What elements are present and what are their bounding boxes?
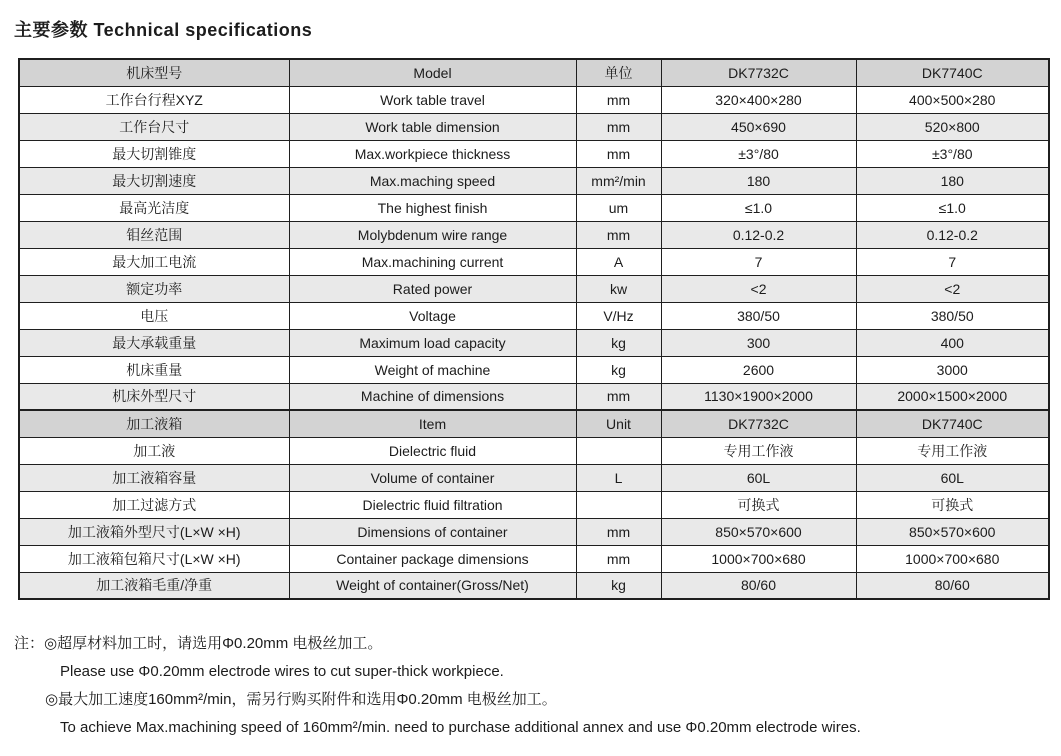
- value-dk7732c-cell: 可换式: [661, 491, 856, 518]
- value-dk7732c-cell: 1000×700×680: [661, 545, 856, 572]
- param-name-en-cell: Voltage: [289, 302, 576, 329]
- table-row: [19, 572, 1049, 599]
- value-dk7732c-cell: 450×690: [661, 113, 856, 140]
- param-name-cn-cell: 机床外型尺寸: [19, 383, 289, 410]
- param-name-cn-cell: 额定功率: [19, 275, 289, 302]
- param-name-en-cell: Rated power: [289, 275, 576, 302]
- unit-cell: mm: [576, 140, 661, 167]
- value-dk7732c-cell: 专用工作液: [661, 437, 856, 464]
- param-name-cn-cell: 加工液箱毛重/净重: [19, 572, 289, 599]
- unit-cell: mm: [576, 518, 661, 545]
- table-row: [19, 329, 1049, 356]
- table-row: [19, 221, 1049, 248]
- unit-cell: mm: [576, 221, 661, 248]
- value-dk7740c-cell: 520×800: [856, 113, 1049, 140]
- footnote-line: 注：◎超厚材料加工时，请选用Φ0.20mm 电极丝加工。: [14, 635, 383, 652]
- unit-cell: [576, 491, 661, 518]
- table-header-row-container: [19, 410, 1049, 437]
- value-dk7740c-cell: 80/60: [856, 572, 1049, 599]
- param-name-cn-cell: 最大加工电流: [19, 248, 289, 275]
- unit-cell: 单位: [576, 59, 661, 86]
- param-name-cn-cell: 最大承载重量: [19, 329, 289, 356]
- param-name-en-cell: Model: [289, 59, 576, 86]
- value-dk7732c-cell: <2: [661, 275, 856, 302]
- unit-cell: mm: [576, 86, 661, 113]
- param-name-en-cell: Dielectric fluid: [289, 437, 576, 464]
- value-dk7732c-cell: 380/50: [661, 302, 856, 329]
- unit-cell: L: [576, 464, 661, 491]
- value-dk7732c-cell: 2600: [661, 356, 856, 383]
- value-dk7732c-cell: DK7732C: [661, 410, 856, 437]
- unit-cell: Unit: [576, 410, 661, 437]
- spec-table: [18, 58, 1050, 600]
- value-dk7732c-cell: 7: [661, 248, 856, 275]
- param-name-cn-cell: 电压: [19, 302, 289, 329]
- value-dk7732c-cell: 300: [661, 329, 856, 356]
- table-row: [19, 167, 1049, 194]
- table-row: [19, 86, 1049, 113]
- value-dk7740c-cell: 400: [856, 329, 1049, 356]
- footnote-line: Please use Φ0.20mm electrode wires to cut super-thick workpiece.: [60, 663, 504, 680]
- value-dk7740c-cell: <2: [856, 275, 1049, 302]
- unit-cell: mm: [576, 113, 661, 140]
- param-name-cn-cell: 最高光洁度: [19, 194, 289, 221]
- value-dk7732c-cell: 80/60: [661, 572, 856, 599]
- table-row: [19, 437, 1049, 464]
- param-name-en-cell: Weight of container(Gross/Net): [289, 572, 576, 599]
- footnotes: [14, 630, 861, 742]
- value-dk7740c-cell: 2000×1500×2000: [856, 383, 1049, 410]
- param-name-en-cell: Container package dimensions: [289, 545, 576, 572]
- value-dk7740c-cell: DK7740C: [856, 59, 1049, 86]
- value-dk7740c-cell: 850×570×600: [856, 518, 1049, 545]
- param-name-en-cell: Molybdenum wire range: [289, 221, 576, 248]
- spec-table-body: [19, 59, 1049, 599]
- unit-cell: kw: [576, 275, 661, 302]
- param-name-en-cell: Dielectric fluid filtration: [289, 491, 576, 518]
- param-name-en-cell: Weight of machine: [289, 356, 576, 383]
- page-title: 主要参数 Technical specifications: [14, 20, 313, 40]
- value-dk7732c-cell: ≤1.0: [661, 194, 856, 221]
- unit-cell: kg: [576, 329, 661, 356]
- value-dk7732c-cell: 850×570×600: [661, 518, 856, 545]
- param-name-cn-cell: 加工液箱外型尺寸(L×W ×H): [19, 518, 289, 545]
- value-dk7732c-cell: 320×400×280: [661, 86, 856, 113]
- table-row: [19, 140, 1049, 167]
- param-name-en-cell: Maximum load capacity: [289, 329, 576, 356]
- param-name-cn-cell: 加工液箱: [19, 410, 289, 437]
- value-dk7740c-cell: DK7740C: [856, 410, 1049, 437]
- value-dk7732c-cell: 1130×1900×2000: [661, 383, 856, 410]
- value-dk7740c-cell: 380/50: [856, 302, 1049, 329]
- footnote-line: ◎最大加工速度160mm²/min，需另行购买附件和选用Φ0.20mm 电极丝加工。: [45, 691, 557, 708]
- table-row: [19, 194, 1049, 221]
- param-name-cn-cell: 工作台尺寸: [19, 113, 289, 140]
- value-dk7740c-cell: ±3°/80: [856, 140, 1049, 167]
- unit-cell: mm: [576, 545, 661, 572]
- unit-cell: V/Hz: [576, 302, 661, 329]
- param-name-en-cell: Max.machining current: [289, 248, 576, 275]
- param-name-en-cell: Dimensions of container: [289, 518, 576, 545]
- param-name-cn-cell: 加工液: [19, 437, 289, 464]
- table-row: [19, 491, 1049, 518]
- table-header-row-main: [19, 59, 1049, 86]
- param-name-en-cell: Max.maching speed: [289, 167, 576, 194]
- param-name-cn-cell: 最大切割速度: [19, 167, 289, 194]
- param-name-cn-cell: 钼丝范围: [19, 221, 289, 248]
- param-name-en-cell: Max.workpiece thickness: [289, 140, 576, 167]
- param-name-en-cell: Volume of container: [289, 464, 576, 491]
- param-name-cn-cell: 最大切割锥度: [19, 140, 289, 167]
- unit-cell: A: [576, 248, 661, 275]
- footnote-line: To achieve Max.machining speed of 160mm²/min. need to purchase additional annex and use Φ0.20mm electrode wires.: [60, 719, 861, 736]
- value-dk7732c-cell: ±3°/80: [661, 140, 856, 167]
- value-dk7740c-cell: 400×500×280: [856, 86, 1049, 113]
- table-row: [19, 464, 1049, 491]
- unit-cell: [576, 437, 661, 464]
- unit-cell: kg: [576, 356, 661, 383]
- param-name-cn-cell: 加工过滤方式: [19, 491, 289, 518]
- value-dk7740c-cell: 0.12-0.2: [856, 221, 1049, 248]
- value-dk7740c-cell: 180: [856, 167, 1049, 194]
- param-name-cn-cell: 机床型号: [19, 59, 289, 86]
- table-row: [19, 113, 1049, 140]
- param-name-cn-cell: 加工液箱包箱尺寸(L×W ×H): [19, 545, 289, 572]
- table-row: [19, 356, 1049, 383]
- value-dk7732c-cell: DK7732C: [661, 59, 856, 86]
- param-name-en-cell: Work table dimension: [289, 113, 576, 140]
- value-dk7740c-cell: 7: [856, 248, 1049, 275]
- table-row: [19, 248, 1049, 275]
- value-dk7732c-cell: 0.12-0.2: [661, 221, 856, 248]
- table-row: [19, 302, 1049, 329]
- unit-cell: mm²/min: [576, 167, 661, 194]
- value-dk7732c-cell: 180: [661, 167, 856, 194]
- table-row: [19, 275, 1049, 302]
- value-dk7740c-cell: 3000: [856, 356, 1049, 383]
- param-name-en-cell: The highest finish: [289, 194, 576, 221]
- param-name-cn-cell: 加工液箱容量: [19, 464, 289, 491]
- table-row: [19, 518, 1049, 545]
- param-name-en-cell: Machine of dimensions: [289, 383, 576, 410]
- value-dk7740c-cell: 1000×700×680: [856, 545, 1049, 572]
- unit-cell: mm: [576, 383, 661, 410]
- value-dk7740c-cell: 60L: [856, 464, 1049, 491]
- value-dk7740c-cell: 专用工作液: [856, 437, 1049, 464]
- param-name-en-cell: Item: [289, 410, 576, 437]
- value-dk7732c-cell: 60L: [661, 464, 856, 491]
- unit-cell: kg: [576, 572, 661, 599]
- unit-cell: um: [576, 194, 661, 221]
- value-dk7740c-cell: 可换式: [856, 491, 1049, 518]
- value-dk7740c-cell: ≤1.0: [856, 194, 1049, 221]
- param-name-cn-cell: 机床重量: [19, 356, 289, 383]
- param-name-en-cell: Work table travel: [289, 86, 576, 113]
- table-row: [19, 383, 1049, 410]
- param-name-cn-cell: 工作台行程XYZ: [19, 86, 289, 113]
- table-row: [19, 545, 1049, 572]
